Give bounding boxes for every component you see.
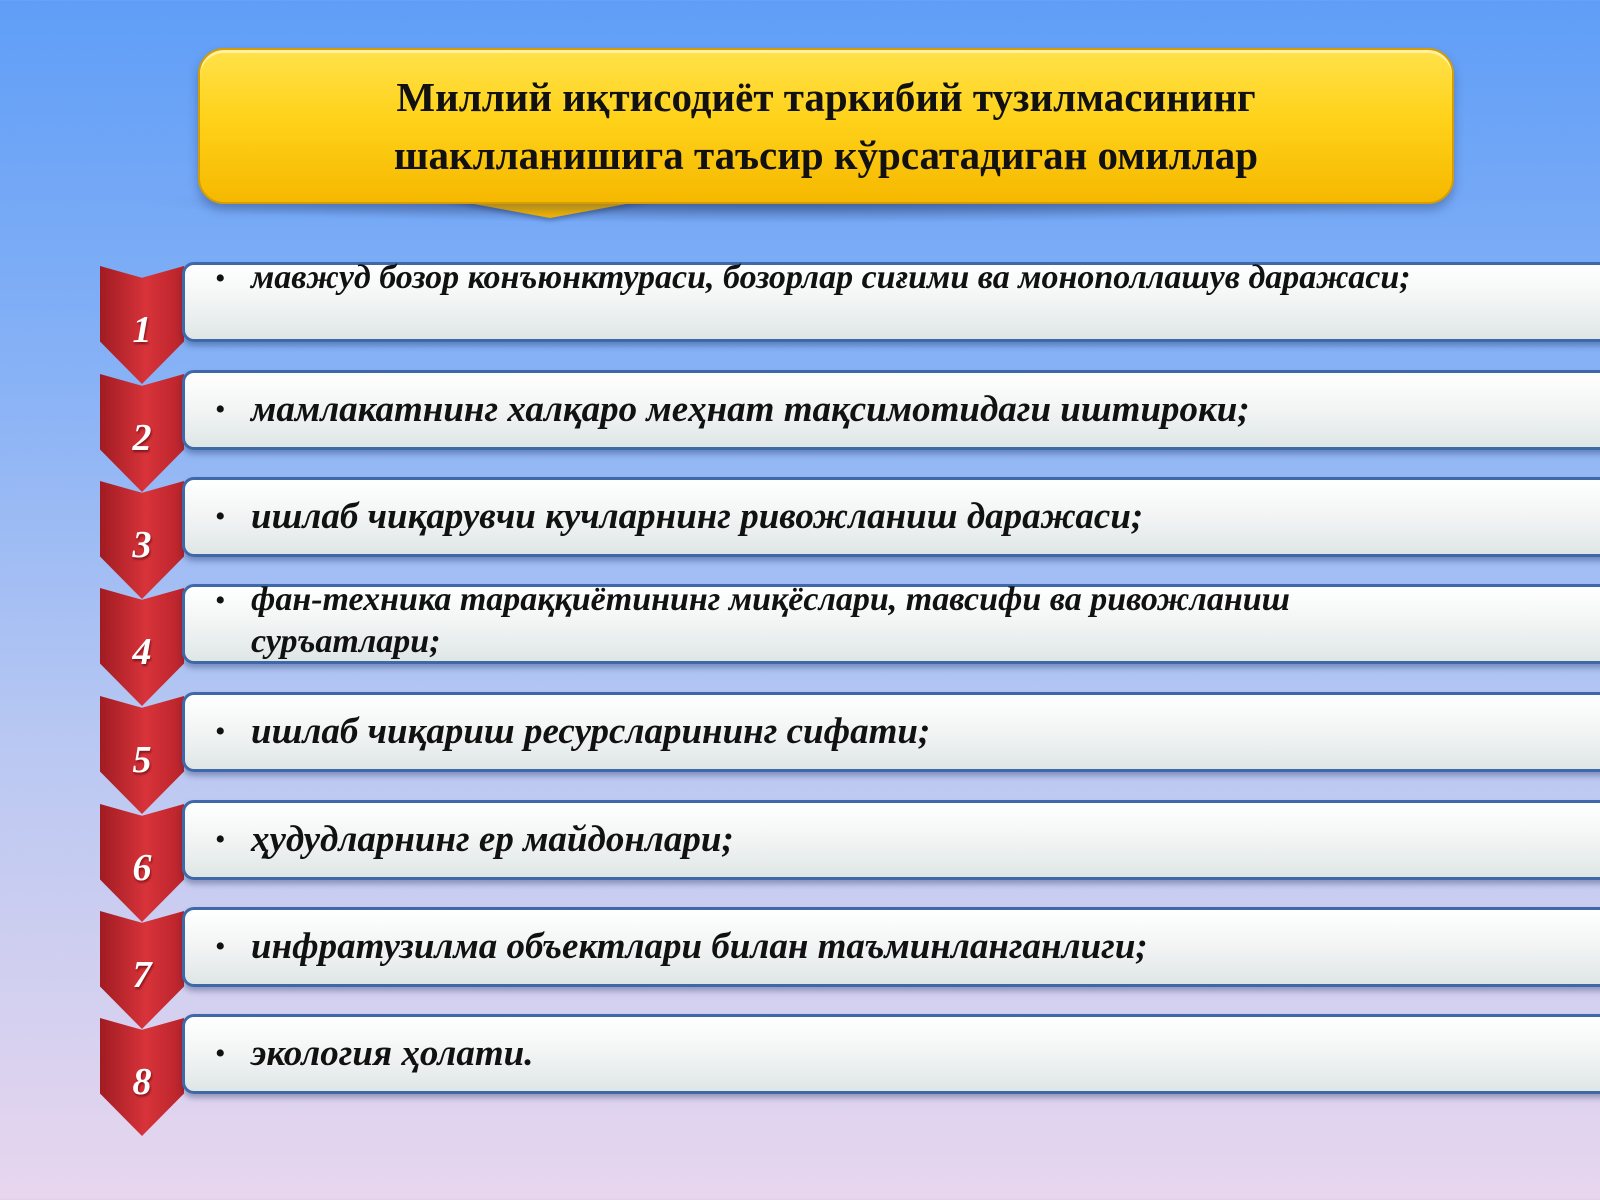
factor-text: ишлаб чиқарувчи кучларнинг ривожланиш даражаси; xyxy=(251,496,1144,537)
factor-text: мамлакатнинг халқаро меҳнат тақсимотидаги иштироки; xyxy=(251,389,1250,430)
slide-title: Миллий иқтисодиёт таркибий тузилмасининг шаклланишига таъсир кўрсатадиган омиллар xyxy=(393,74,1259,178)
item-number: 6 xyxy=(132,847,152,889)
factor-item-6 xyxy=(96,800,1530,908)
number-marker xyxy=(100,911,184,1029)
factor-item-1 xyxy=(96,259,1530,370)
factor-text: экология ҳолати. xyxy=(251,1033,534,1074)
number-marker xyxy=(100,1018,184,1136)
number-marker xyxy=(100,804,184,922)
bullet-icon: • xyxy=(215,1037,226,1070)
factor-text: инфратузилма объектлари билан таъминланганлиги; xyxy=(251,926,1148,967)
item-number: 2 xyxy=(132,417,152,459)
factor-item-4 xyxy=(96,581,1530,692)
number-marker xyxy=(100,481,184,599)
factor-text: фан-техника тараққиётининг миқёслари, тавсифи ва ривожланиш суръатлари; xyxy=(251,581,1290,660)
number-marker xyxy=(100,266,184,384)
factor-box xyxy=(182,581,1600,664)
factor-text: мавжуд бозор конъюнктураси, бозорлар сиғими ва монополлашув даражаси; xyxy=(251,259,1411,296)
item-number: 4 xyxy=(132,631,152,673)
factor-box xyxy=(182,800,1600,880)
bullet-icon: • xyxy=(215,715,226,748)
factor-box xyxy=(182,907,1600,987)
factor-text: ҳудудларнинг ер майдонлари; xyxy=(251,819,734,860)
factor-text: ишлаб чиқариш ресурсларининг сифати; xyxy=(251,711,931,752)
item-number: 1 xyxy=(132,309,152,351)
title-banner xyxy=(198,48,1454,204)
number-marker xyxy=(100,374,184,492)
factor-item-5 xyxy=(96,692,1530,800)
item-number: 7 xyxy=(132,954,152,996)
item-number: 8 xyxy=(132,1061,152,1103)
factor-box xyxy=(182,259,1600,342)
bullet-icon: • xyxy=(215,823,226,856)
factor-item-2 xyxy=(96,370,1530,478)
factor-box xyxy=(182,477,1600,557)
factor-box xyxy=(182,1014,1600,1094)
number-marker xyxy=(100,696,184,814)
bullet-icon: • xyxy=(215,584,226,617)
bullet-icon: • xyxy=(215,500,226,533)
factor-item-3 xyxy=(96,477,1530,585)
factor-item-8 xyxy=(96,1014,1530,1122)
factor-box xyxy=(182,370,1600,450)
item-number: 3 xyxy=(132,524,152,566)
bullet-icon: • xyxy=(215,393,226,426)
bullet-icon: • xyxy=(215,930,226,963)
factor-item-7 xyxy=(96,907,1530,1015)
item-number: 5 xyxy=(132,739,152,781)
number-marker xyxy=(100,588,184,706)
factor-box xyxy=(182,692,1600,772)
bullet-icon: • xyxy=(215,262,226,295)
